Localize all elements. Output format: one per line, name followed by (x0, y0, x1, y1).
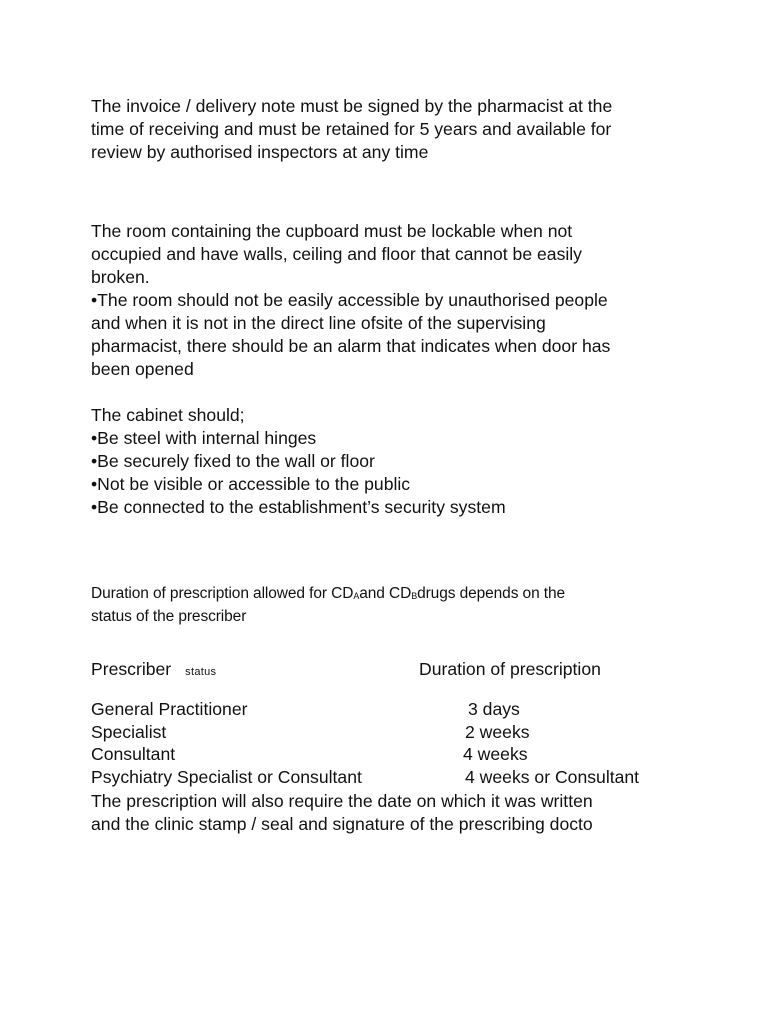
text-line: review by authorised inspectors at any time (91, 142, 429, 162)
duration-cell: 4 weeks (463, 744, 528, 765)
duration-cell: 2 weeks (465, 721, 530, 742)
prescriber-cell: General Practitioner (91, 699, 248, 719)
header-status-label: status (185, 666, 217, 678)
text-line: and when it is not in the direct line ofsite of the supervising (91, 313, 546, 333)
prescriber-table (91, 698, 691, 788)
bullet-line: •The room should not be easily accessible by unauthorised people (91, 290, 608, 310)
header-prescriber-label: Prescriber (91, 659, 172, 679)
text-line: The room containing the cupboard must be lockable when not (91, 221, 573, 241)
subscript-a: A (353, 591, 360, 601)
bullet-line: •Not be visible or accessible to the public (91, 474, 411, 494)
invoice-paragraph (91, 95, 691, 164)
closing-paragraph (91, 790, 691, 836)
subscript-b: B (411, 591, 418, 601)
table-row (91, 721, 691, 744)
duration-text-part1: Duration of prescription allowed for CD (91, 585, 354, 602)
duration-cell: 4 weeks or Consultant (465, 766, 640, 787)
table-row (91, 698, 691, 721)
bullet-line: •Be connected to the establishment’s security system (91, 497, 506, 517)
text-line: time of receiving and must be retained for 5 years and available for (91, 119, 612, 139)
table-row (91, 743, 691, 766)
text-line (91, 583, 691, 606)
prescriber-cell: Consultant (91, 744, 176, 765)
text-line: and the clinic stamp / seal and signature of the prescribing docto (91, 814, 593, 834)
text-line: broken. (91, 267, 150, 287)
text-line: The prescription will also require the date on which it was written (91, 791, 593, 811)
duration-text-part2: and CD (359, 585, 412, 602)
prescriber-cell: Psychiatry Specialist or Consultant (91, 766, 362, 787)
text-line: been opened (91, 359, 194, 379)
duration-text-part3: drugs depends on the (417, 585, 566, 602)
text-line: occupied and have walls, ceiling and floor that cannot be easily (91, 244, 582, 264)
duration-cell: 3 days (468, 699, 520, 719)
text-line: The invoice / delivery note must be signed by the pharmacist at the (91, 96, 613, 116)
header-duration: Duration of prescription (419, 659, 601, 679)
cabinet-paragraph (91, 404, 691, 519)
bullet-line: •Be securely fixed to the wall or floor (91, 451, 375, 471)
prescriber-cell: Specialist (91, 721, 167, 742)
text-line: pharmacist, there should be an alarm that indicates when door has (91, 336, 611, 356)
cabinet-heading: The cabinet should; (91, 405, 245, 425)
table-row (91, 766, 691, 789)
header-prescriber (91, 658, 216, 684)
bullet-line: •Be steel with internal hinges (91, 428, 317, 448)
text-line: status of the prescriber (91, 608, 247, 625)
duration-paragraph (91, 583, 691, 627)
room-paragraph (91, 220, 691, 381)
